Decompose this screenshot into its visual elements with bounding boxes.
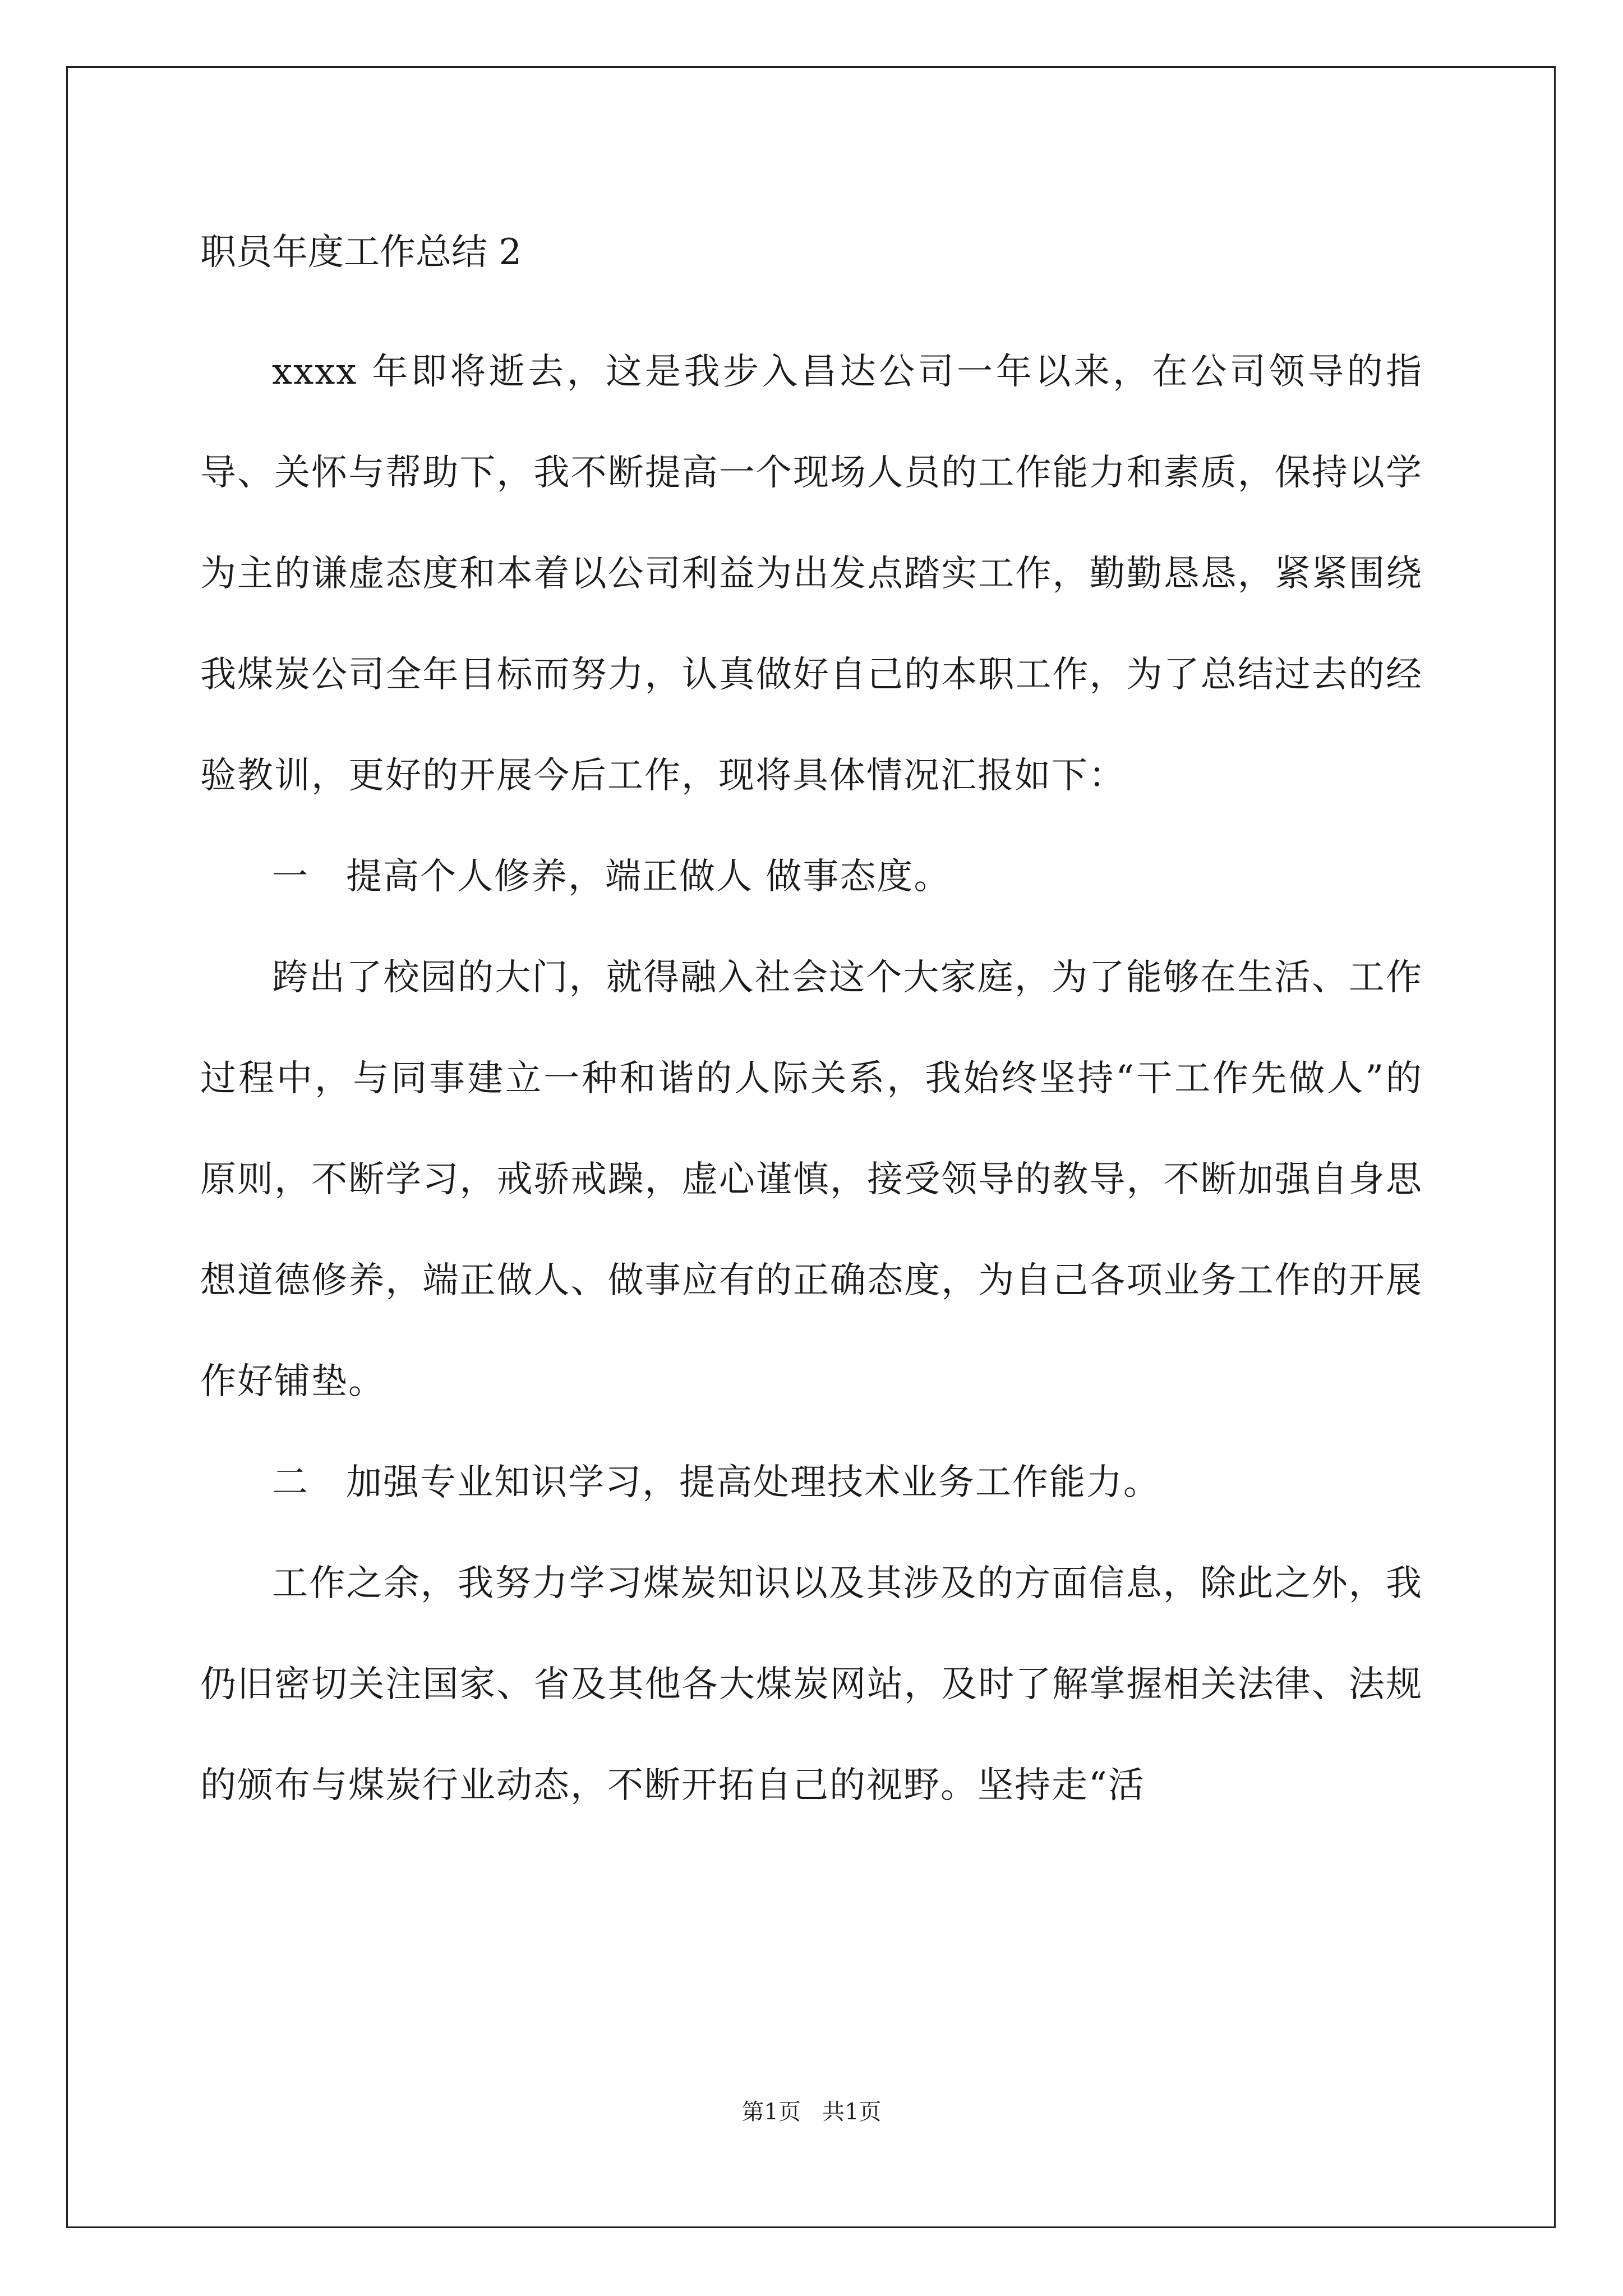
section-heading-2: 二 加强专业知识学习，提高处理技术业务工作能力。 [272,1462,1160,1503]
page-number-current: 第1页 [741,2099,801,2125]
paragraph-section-2: 工作之余，我努力学习煤炭知识以及其涉及的方面信息，除此之外，我仍旧密切关注国家、省及其他各大煤炭网站，及时了解掌握相关法律、法规的颁布与煤炭行业动态，不断开拓自己的视野。坚持走“活 [200,1563,1423,1806]
page-footer [0,2095,1623,2129]
page-number-total: 共1页 [822,2099,882,2125]
document-body [200,321,1423,1836]
paragraph-intro: xxxx 年即将逝去，这是我步入昌达公司一年以来，在公司领导的指导、关怀与帮助下，我不断提高一个现场人员的工作能力和素质，保持以学为主的谦虚态度和本着以公司利益为出发点踏实工作，勤勤恳恳，紧紧围绕我煤炭公司全年目标而努力，认真做好自己的本职工作，为了总结过去的经验教训，更好的开展今后工作，现将具体情况汇报如下： [200,351,1423,797]
document-title: 职员年度工作总结 2 [200,232,522,273]
paragraph-section-1: 跨出了校园的大门，就得融入社会这个大家庭，为了能够在生活、工作过程中，与同事建立一种和谐的人际关系，我始终坚持“干工作先做人”的原则，不断学习，戒骄戒躁，虚心谨慎，接受领导的教导，不断加强自身思想道德修养，端正做人、做事应有的正确态度，为自己各项业务工作的开展作好铺垫。 [200,957,1423,1402]
section-heading-1: 一 提高个人修养，端正做人 做事态度。 [272,856,951,898]
